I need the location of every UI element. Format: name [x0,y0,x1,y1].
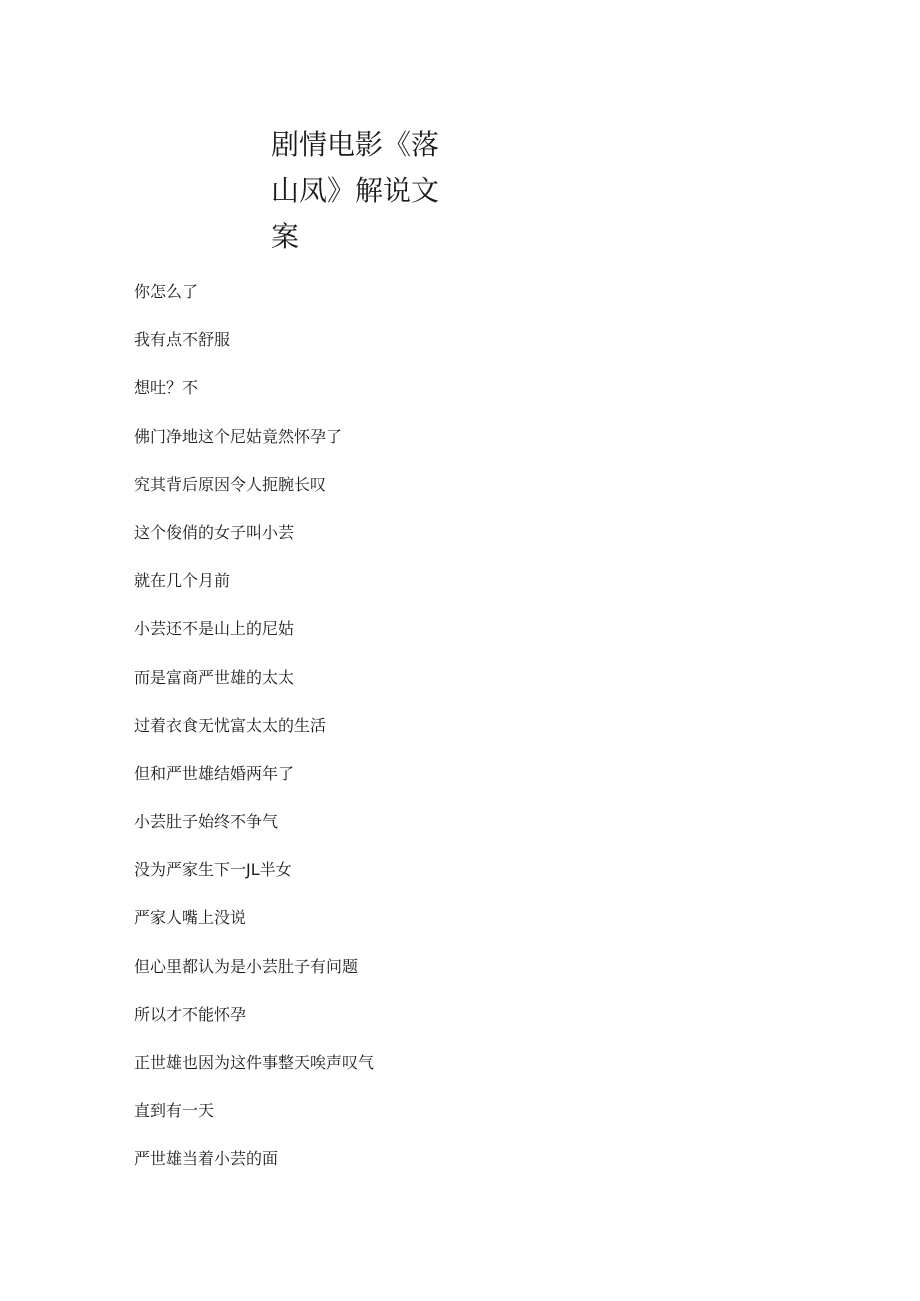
script-line: 小芸还不是山上的尼姑 [134,619,295,639]
script-lines [134,280,374,1196]
script-line: 而是富商严世雄的太太 [134,667,295,687]
title-line-3: 案 [271,220,300,253]
script-line: 严世雄当着小芸的面 [134,1149,279,1169]
script-line: 佛门净地这个尼姑竟然怀孕了 [134,426,343,446]
script-line: 你怎么了 [134,282,199,301]
title-line-1: 剧情电影《落 [271,128,440,161]
script-line: 正世雄也因为这件事整天唉声叹气 [134,1053,375,1072]
script-line: 这个俊俏的女子叫小芸 [134,522,295,542]
script-line: 严家人嘴上没说 [134,908,247,928]
script-line: 就在几个月前 [134,571,231,591]
script-line: 没为严家生下一JL半女 [134,860,292,880]
script-line: 想吐？不 [134,378,199,398]
script-line: 直到有一天 [134,1101,215,1121]
title-line-2: 山凤》解说文 [271,174,440,207]
script-line: 究其背后原因令人扼腕长叹 [134,474,327,494]
script-line: 过着衣食无忧富太太的生活 [134,715,327,735]
script-line: 但和严世雄结婚两年了 [134,763,295,783]
script-line: 我有点不舒服 [134,330,231,350]
script-line: 所以才不能怀孕 [134,1004,247,1024]
script-line: 但心里都认为是小芸肚子有问题 [134,956,359,976]
document-title [271,122,439,260]
script-line: 小芸肚子始终不争气 [134,812,279,832]
